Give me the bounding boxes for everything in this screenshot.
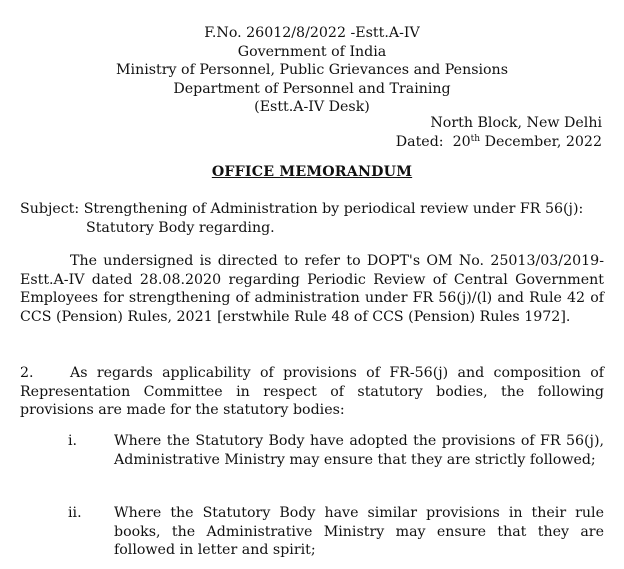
date-line bbox=[396, 133, 602, 152]
file-number: F.No. 26012/8/2022 -Estt.A-IV bbox=[204, 25, 420, 41]
department-name: Department of Personnel and Training bbox=[173, 80, 451, 97]
memo-title: OFFICE MEMORANDUM bbox=[211, 164, 413, 180]
paragraph-1: The undersigned is directed to refer to DOPT's OM No. 25013/03/2019-Estt.A-IV dated 28.08.2020 regarding Periodic Review of Central Government Employees for strengthening of administration under FR 56(j)/(l) and Rule 42 of CCS (Pension) Rules, 2021 [erstwhile Rule 48 of CCS (Pension) Rules 1972]. bbox=[20, 253, 604, 325]
list-item-text: Where the Statutory Body have adopted the provisions of FR 56(j), Administrative Ministry may ensure that they are strictly followed; bbox=[114, 433, 604, 468]
paragraph-2 bbox=[20, 364, 604, 420]
list-item-marker: i. bbox=[68, 433, 78, 449]
paragraph-2-number: 2. bbox=[20, 365, 34, 381]
place-and-date bbox=[396, 114, 602, 151]
subject-label: Subject: bbox=[20, 201, 80, 217]
subject-line-2: Statutory Body regarding. bbox=[86, 219, 275, 236]
paragraph-2-text: As regards applicability of provisions of FR-56(j) and composition of Representation Committee in respect of statutory bodies, the following provisions are made for the statutory bodies: bbox=[20, 365, 604, 419]
subject bbox=[20, 200, 610, 237]
date-day-suffix: th bbox=[470, 133, 481, 144]
dated-label: Dated: bbox=[395, 133, 444, 150]
government-name: Government of India bbox=[237, 43, 387, 60]
letterhead bbox=[0, 24, 624, 117]
date-day: 20 bbox=[452, 133, 471, 150]
date-month-year: December, 2022 bbox=[484, 133, 602, 150]
subject-line-1: Strengthening of Administration by periodical review under FR 56(j): bbox=[83, 201, 584, 217]
ministry-name: Ministry of Personnel, Public Grievances and Pensions bbox=[116, 62, 508, 79]
desk-name: (Estt.A-IV Desk) bbox=[254, 99, 370, 116]
list-item-marker: ii. bbox=[68, 505, 82, 521]
place: North Block, New Delhi bbox=[430, 115, 602, 131]
list-item-text: Where the Statutory Body have similar provisions in their rule books, the Administrative Ministry may ensure that they are followed in letter and spirit; bbox=[114, 505, 604, 559]
